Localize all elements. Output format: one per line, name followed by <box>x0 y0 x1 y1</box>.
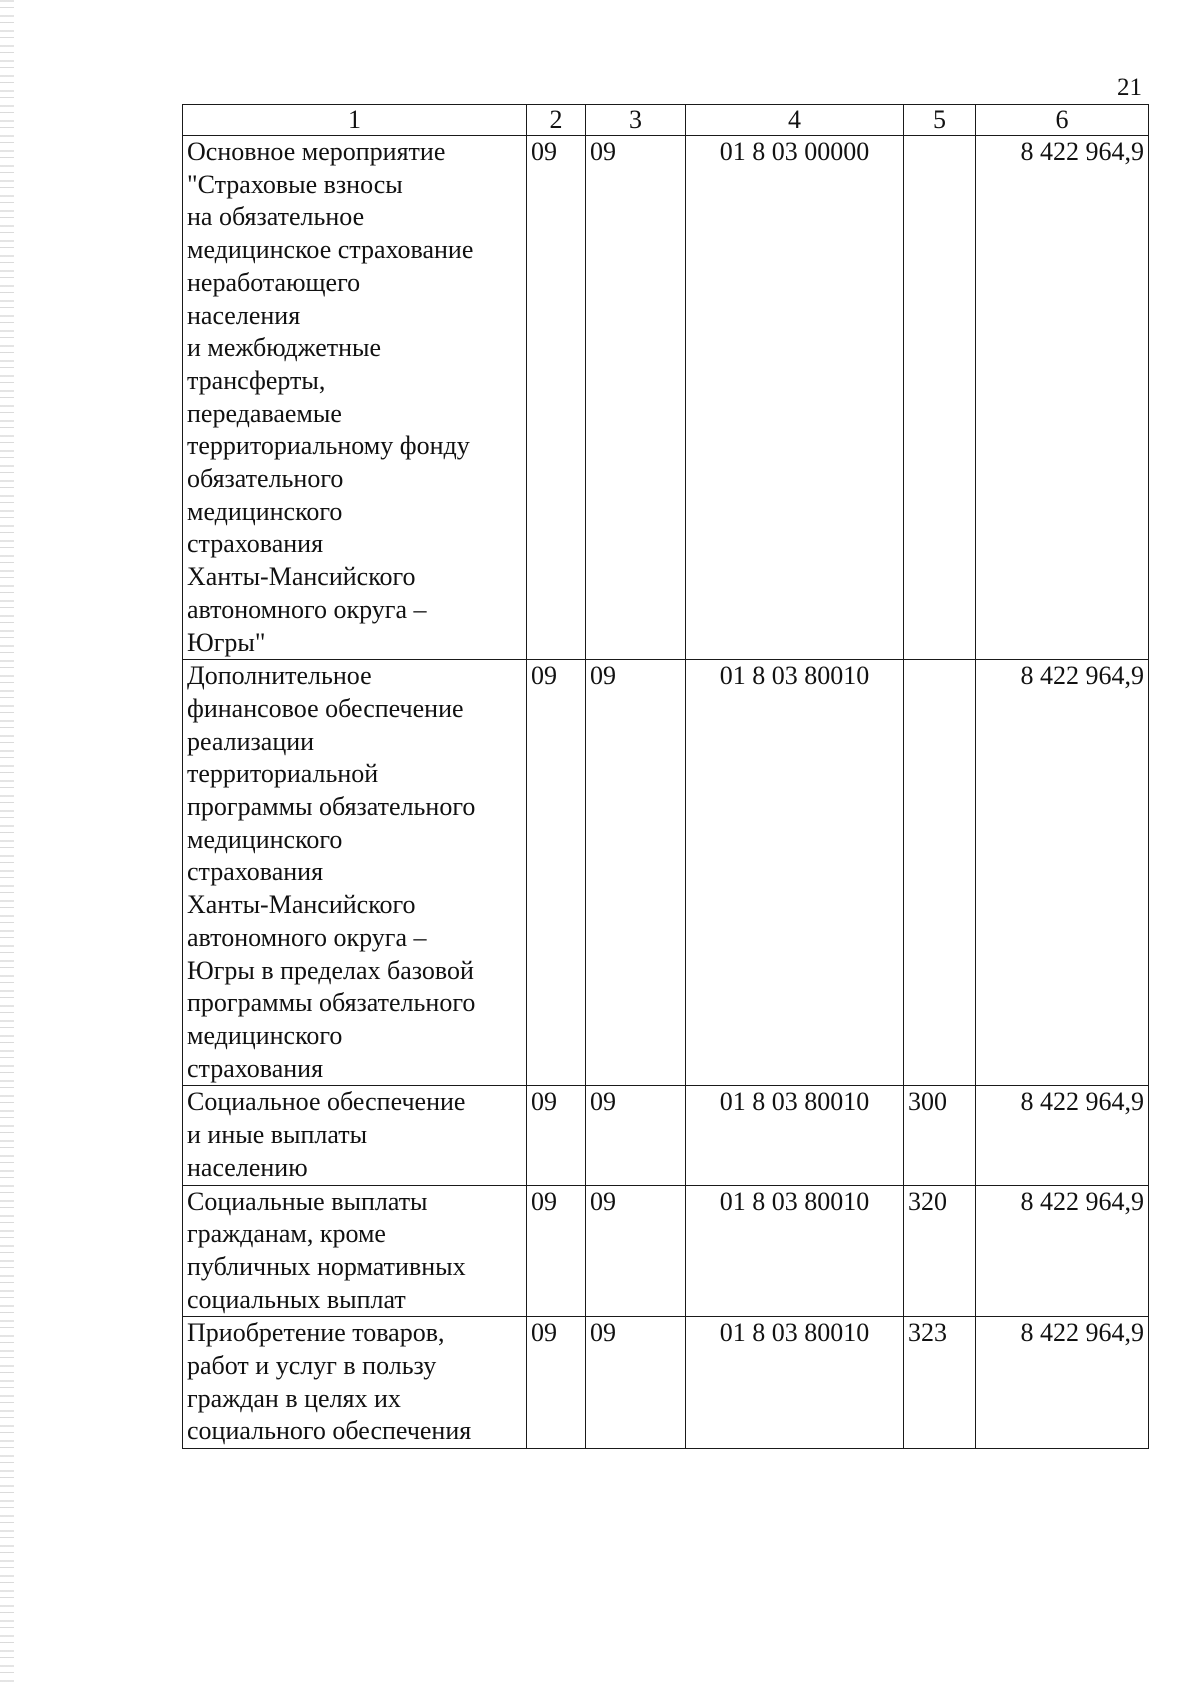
subsection-code-cell: 09 <box>586 660 686 1086</box>
header-cell-3: 3 <box>586 105 686 136</box>
name-line: автономного округа – <box>187 922 427 952</box>
section-code-cell: 09 <box>527 1086 586 1185</box>
name-line: медицинского <box>187 1020 343 1050</box>
name-line: населению <box>187 1152 308 1182</box>
subsection-code-cell: 09 <box>586 136 686 660</box>
amount-cell: 8 422 964,9 <box>976 1086 1149 1185</box>
section-code-cell: 09 <box>527 1185 586 1317</box>
target-article-cell: 01 8 03 00000 <box>686 136 904 660</box>
name-line: страхования <box>187 1053 324 1083</box>
expense-type-cell <box>904 136 976 660</box>
name-line: медицинского <box>187 496 343 526</box>
name-line: "Страховые взносы <box>187 169 403 199</box>
name-line: Ханты-Мансийского <box>187 562 416 592</box>
row-name-cell <box>183 1317 527 1449</box>
amount-cell: 8 422 964,9 <box>976 660 1149 1086</box>
expense-type-cell: 323 <box>904 1317 976 1449</box>
name-line: Социальные выплаты <box>187 1186 428 1216</box>
name-line: и межбюджетные <box>187 333 382 363</box>
header-cell-5: 5 <box>904 105 976 136</box>
amount-cell: 8 422 964,9 <box>976 136 1149 660</box>
name-line: медицинское страхование <box>187 235 474 265</box>
row-name-cell <box>183 136 527 660</box>
target-article-cell: 01 8 03 80010 <box>686 1086 904 1185</box>
name-line: страхования <box>187 529 324 559</box>
name-line: передаваемые <box>187 398 342 428</box>
header-cell-1: 1 <box>183 105 527 136</box>
name-line: социального обеспечения <box>187 1416 472 1446</box>
row-name-cell <box>183 1185 527 1317</box>
name-line: на обязательное <box>187 202 365 232</box>
table-row <box>183 660 1149 1086</box>
name-line: неработающего <box>187 267 361 297</box>
name-line: автономного округа – <box>187 594 427 624</box>
name-line: социальных выплат <box>187 1284 406 1314</box>
name-line: территориальному фонду <box>187 431 470 461</box>
table-row <box>183 1317 1149 1449</box>
name-line: публичных нормативных <box>187 1251 466 1281</box>
name-line: обязательного <box>187 464 344 494</box>
header-cell-4: 4 <box>686 105 904 136</box>
name-line: программы обязательного <box>187 988 476 1018</box>
expense-type-cell: 320 <box>904 1185 976 1317</box>
name-line: страхования <box>187 857 324 887</box>
header-cell-2: 2 <box>527 105 586 136</box>
target-article-cell: 01 8 03 80010 <box>686 1185 904 1317</box>
name-line: Социальное обеспечение <box>187 1087 466 1117</box>
name-line: медицинского <box>187 824 343 854</box>
row-name-cell <box>183 1086 527 1185</box>
target-article-cell: 01 8 03 80010 <box>686 1317 904 1449</box>
name-line: Основное мероприятие <box>187 137 446 166</box>
name-line: работ и услуг в пользу <box>187 1351 437 1381</box>
section-code-cell: 09 <box>527 136 586 660</box>
section-code-cell: 09 <box>527 660 586 1086</box>
subsection-code-cell: 09 <box>586 1086 686 1185</box>
name-line: гражданам, кроме <box>187 1219 386 1249</box>
expense-type-cell: 300 <box>904 1086 976 1185</box>
name-line: Югры" <box>187 627 266 657</box>
name-line: Югры в пределах базовой <box>187 955 474 985</box>
subsection-code-cell: 09 <box>586 1185 686 1317</box>
name-line: трансферты, <box>187 365 326 395</box>
name-line: Ханты-Мансийского <box>187 890 416 920</box>
expense-type-cell <box>904 660 976 1086</box>
scan-edge-artifact <box>0 0 14 1684</box>
budget-table <box>182 104 1149 1449</box>
name-line: программы обязательного <box>187 792 476 822</box>
name-line: реализации <box>187 726 315 756</box>
target-article-cell: 01 8 03 80010 <box>686 660 904 1086</box>
name-line: территориальной <box>187 759 379 789</box>
name-line: Приобретение товаров, <box>187 1318 445 1348</box>
subsection-code-cell: 09 <box>586 1317 686 1449</box>
table-row <box>183 1086 1149 1185</box>
section-code-cell: 09 <box>527 1317 586 1449</box>
header-cell-6: 6 <box>976 105 1149 136</box>
table-row <box>183 136 1149 660</box>
page-number: 21 <box>1117 74 1142 101</box>
name-line: населения <box>187 300 301 330</box>
table-row <box>183 1185 1149 1317</box>
amount-cell: 8 422 964,9 <box>976 1317 1149 1449</box>
amount-cell: 8 422 964,9 <box>976 1185 1149 1317</box>
name-line: Дополнительное <box>187 661 372 691</box>
name-line: финансовое обеспечение <box>187 693 464 723</box>
name-line: и иные выплаты <box>187 1120 368 1150</box>
row-name-cell <box>183 660 527 1086</box>
name-line: граждан в целях их <box>187 1383 401 1413</box>
header-row <box>183 105 1149 136</box>
